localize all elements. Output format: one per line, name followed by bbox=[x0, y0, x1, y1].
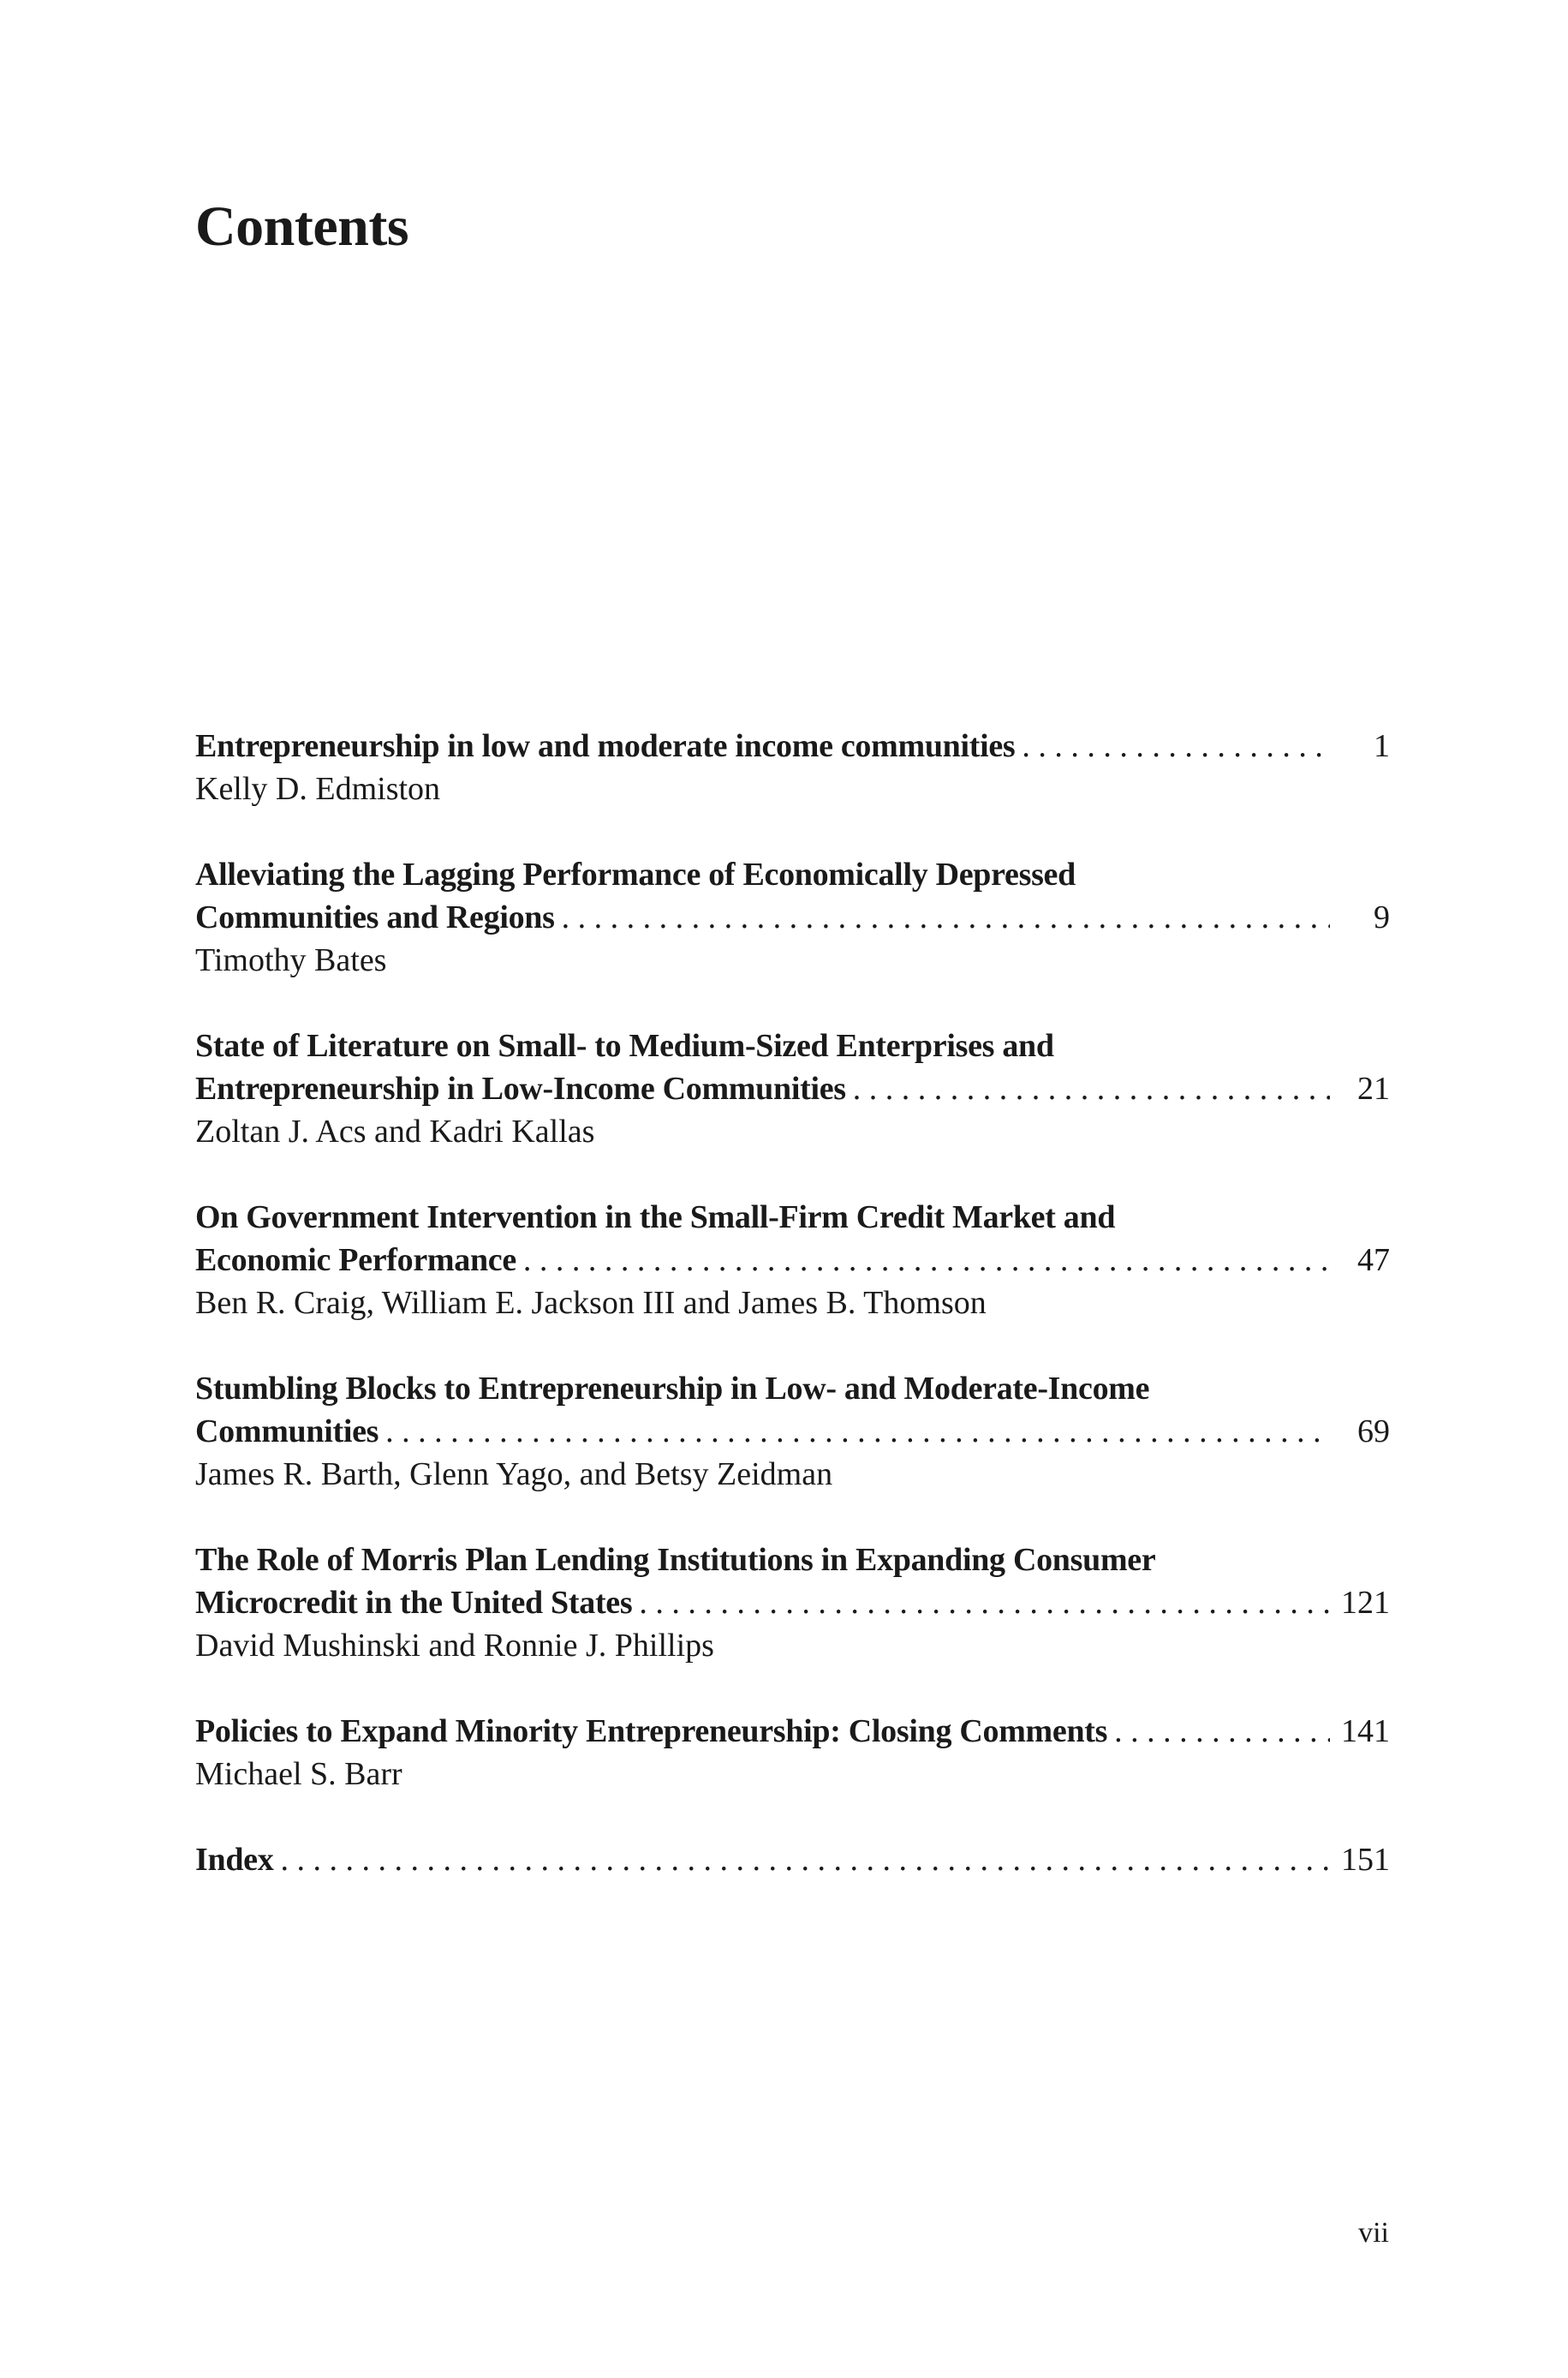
toc-entry-title-row bbox=[195, 1067, 1390, 1110]
toc-entry-title-line[interactable]: State of Literature on Small- to Medium-Sized Enterprises and bbox=[195, 1028, 1054, 1064]
toc-entry-title[interactable]: Entrepreneurship in low and moderate income communities bbox=[195, 728, 1016, 764]
dot-leader bbox=[1107, 1710, 1330, 1753]
dot-leader bbox=[516, 1239, 1330, 1282]
dot-leader bbox=[632, 1581, 1330, 1624]
toc-entry-authors: Michael S. Barr bbox=[195, 1756, 402, 1792]
page-folio: vii bbox=[1358, 2217, 1389, 2249]
toc-entry[interactable] bbox=[195, 1196, 1390, 1324]
toc-entry-title-row bbox=[195, 1581, 1390, 1624]
toc-entry-authors: Ben R. Craig, William E. Jackson III and James B. Thomson bbox=[195, 1285, 987, 1321]
toc-entry-authors: Timothy Bates bbox=[195, 942, 387, 978]
toc-entry-title-row bbox=[195, 1838, 1390, 1881]
toc-entry-title-row bbox=[195, 1410, 1390, 1453]
toc-entry-title-row bbox=[195, 725, 1390, 768]
toc-entry-page-number[interactable]: 141 bbox=[1341, 1713, 1390, 1749]
toc-entry[interactable] bbox=[195, 853, 1390, 982]
toc-entry-title[interactable]: Communities bbox=[195, 1413, 379, 1449]
toc-entry-page-number[interactable]: 121 bbox=[1341, 1585, 1390, 1621]
toc-entry[interactable] bbox=[195, 1710, 1390, 1795]
toc-entry-title[interactable]: Entrepreneurship in Low-Income Communities bbox=[195, 1071, 846, 1107]
toc-entry-title[interactable]: Microcredit in the United States bbox=[195, 1585, 633, 1621]
toc-entry-page-number[interactable]: 21 bbox=[1357, 1071, 1390, 1107]
dot-leader bbox=[846, 1067, 1330, 1110]
toc-entry[interactable] bbox=[195, 725, 1390, 810]
toc-entry-title-line[interactable]: Alleviating the Lagging Performance of Economically Depressed bbox=[195, 857, 1076, 893]
toc-entry-title-row bbox=[195, 896, 1390, 939]
toc-entry-authors: Kelly D. Edmiston bbox=[195, 771, 441, 807]
toc-entry-title[interactable]: Communities and Regions bbox=[195, 899, 555, 935]
toc-entry-title-row bbox=[195, 1710, 1390, 1753]
toc-entry-page-number[interactable]: 151 bbox=[1341, 1842, 1390, 1878]
toc-entry[interactable] bbox=[195, 1539, 1390, 1667]
toc-entry[interactable] bbox=[195, 1025, 1390, 1153]
toc-entry-authors: David Mushinski and Ronnie J. Phillips bbox=[195, 1628, 714, 1664]
toc-entry-title-row bbox=[195, 1239, 1390, 1282]
toc-entry-title-line[interactable]: On Government Intervention in the Small-Firm Credit Market and bbox=[195, 1199, 1116, 1235]
toc-entry-page-number[interactable]: 47 bbox=[1357, 1242, 1390, 1278]
toc-entry-page-number[interactable]: 69 bbox=[1357, 1413, 1390, 1449]
toc-entry-authors: James R. Barth, Glenn Yago, and Betsy Zeidman bbox=[195, 1456, 833, 1492]
toc-entry-title[interactable]: Economic Performance bbox=[195, 1242, 516, 1278]
toc-entry-page-number[interactable]: 1 bbox=[1374, 728, 1390, 764]
toc-entry[interactable] bbox=[195, 1367, 1390, 1496]
toc-entry-authors: Zoltan J. Acs and Kadri Kallas bbox=[195, 1114, 595, 1150]
toc-entry-title-line[interactable]: Stumbling Blocks to Entrepreneurship in Low- and Moderate-Income bbox=[195, 1371, 1150, 1407]
toc-entry-title[interactable]: Policies to Expand Minority Entrepreneurship: Closing Comments bbox=[195, 1713, 1108, 1749]
dot-leader bbox=[273, 1838, 1330, 1881]
toc-entry-index[interactable] bbox=[195, 1838, 1390, 1881]
dot-leader bbox=[1015, 725, 1330, 768]
toc-entry-page-number[interactable]: 9 bbox=[1374, 899, 1390, 935]
page-title: Contents bbox=[195, 195, 409, 258]
dot-leader bbox=[379, 1410, 1330, 1453]
toc-entry-title[interactable]: Index bbox=[195, 1842, 274, 1878]
toc-entry-title-line[interactable]: The Role of Morris Plan Lending Institutions in Expanding Consumer bbox=[195, 1542, 1156, 1578]
dot-leader bbox=[555, 896, 1330, 939]
table-of-contents bbox=[195, 725, 1390, 1881]
